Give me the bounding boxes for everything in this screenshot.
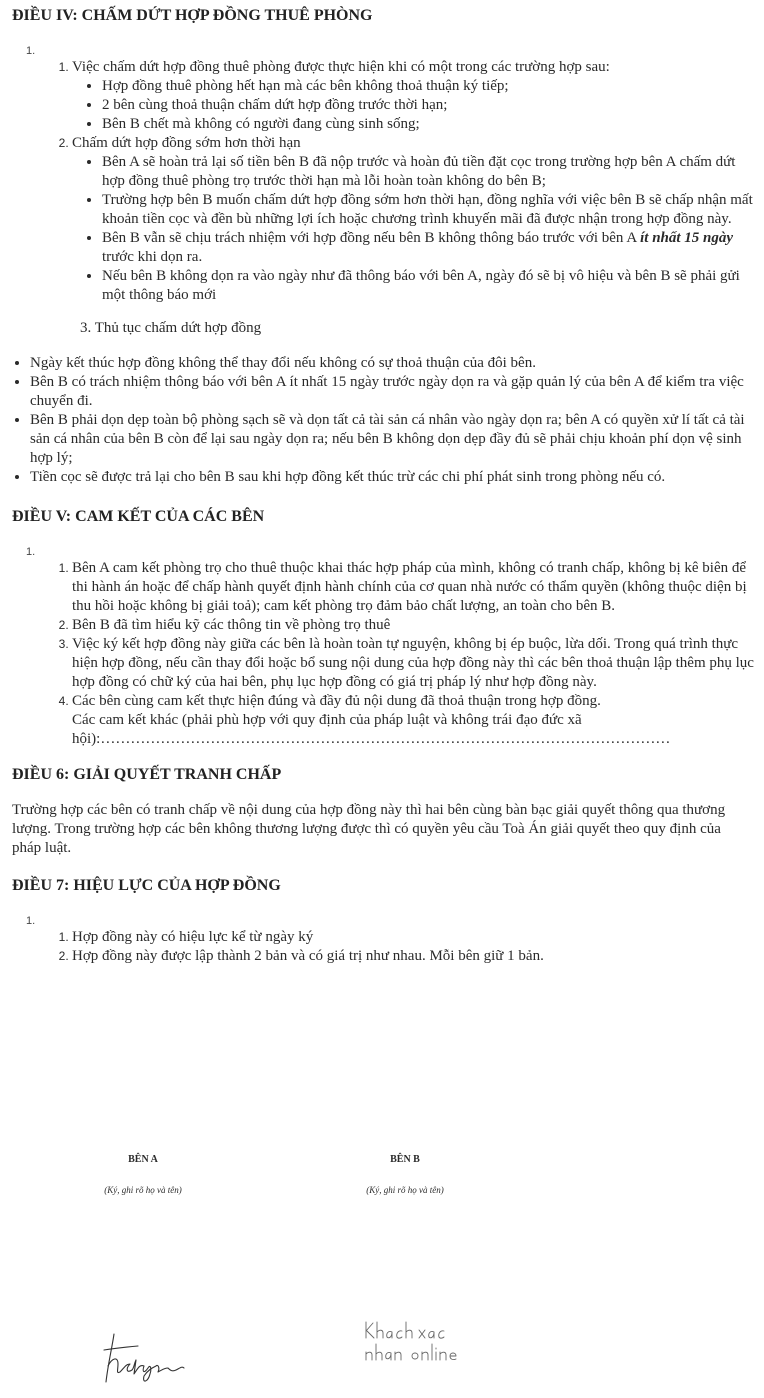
- list-item: 1. Bên A cam kết phòng trọ cho thuê thuộc khai thác hợp pháp của mình, không có tranh chấp, không bị kê biên để thi hành án hoặc để chấp hành quyết định hành chính của cơ quan nhà nước có thẩm quyền (không thuộc diện bị thu hồi hoặc không bị giải toả); cam kết phòng trọ đảm bảo chất lượng, an toàn cho bên B.: [72, 559, 762, 616]
- bullet-text: trước khi dọn ra.: [102, 249, 203, 265]
- article-7-title: ĐIỀU 7: HIỆU LỰC CỦA HỢP ĐỒNG: [12, 877, 281, 894]
- article-5-list: [12, 559, 762, 749]
- list-item: • Bên B phải dọn dẹp toàn bộ phòng sạch sẽ và dọn tất cả tài sản cá nhân vào ngày dọn ra; bên A có quyền xử lí tất cả tài sản cá nhân của bên B còn để lại sau ngày dọn ra; nếu bên B không dọn dẹp đầy đủ sẽ phải chịu khoản phí dọn vệ sinh hợp lý;: [30, 411, 762, 468]
- contract-page: [12, 6, 762, 966]
- list-item: • Hợp đồng thuê phòng hết hạn mà các bên không thoả thuận ký tiếp;: [102, 77, 762, 96]
- article-4-item-2-text: Chấm dứt hợp đồng sớm hơn thời hạn: [72, 135, 301, 151]
- party-b-note: (Ký, ghi rõ họ và tên): [366, 1185, 444, 1195]
- list-item: 5. Các cam kết khác (phải phù hợp với quy định của pháp luật và không trái đạo đức xã hội):……………………………………………………………………………………………………: [72, 711, 762, 749]
- list-item: 4. Các bên cùng cam kết thực hiện đúng và đầy đủ nội dung đã thoả thuận trong hợp đồng.: [72, 692, 762, 711]
- list-item: 3. Việc ký kết hợp đồng này giữa các bên là hoàn toàn tự nguyện, không bị ép buộc, lừa dối. Trong quá trình thực hiện hợp đồng, nếu cần thay đổi hoặc bổ sung nội dung của hợp đồng này thì các bên thoả thuận lập thêm phụ lục hợp đồng có chữ ký của hai bên, phụ lục hợp đồng có giá trị pháp lý như hợp đồng này.: [72, 635, 762, 692]
- list-item: [102, 229, 762, 267]
- article-7-marker: 1.: [26, 915, 36, 927]
- article-6-title: ĐIỀU 6: GIẢI QUYẾT TRANH CHẤP: [12, 766, 282, 783]
- list-item: 2. Bên B đã tìm hiểu kỹ các thông tin về phòng trọ thuê: [72, 616, 762, 635]
- party-a-note: (Ký, ghi rõ họ và tên): [104, 1185, 182, 1195]
- list-item: 1. Hợp đồng này có hiệu lực kể từ ngày ký: [72, 928, 762, 947]
- list-item: • Bên B có trách nhiệm thông báo với bên A ít nhất 15 ngày trước ngày dọn ra và gặp quản lý của bên A để kiểm tra việc chuyển đi.: [30, 373, 762, 411]
- article-5-marker: 1.: [26, 546, 36, 558]
- list-item: • Bên B chết mà không có người đang cùng sinh sống;: [102, 115, 762, 134]
- article-4-procedure-bullets: [12, 354, 762, 487]
- article-4-item-2: [72, 134, 762, 305]
- list-item: 2. Hợp đồng này được lập thành 2 bản và có giá trị như nhau. Mỗi bên giữ 1 bản.: [72, 947, 762, 966]
- article-4-list: [12, 58, 762, 305]
- list-item: • Bên A sẽ hoàn trả lại số tiền bên B đã nộp trước và hoàn đủ tiền đặt cọc trong trường hợp bên A chấm dứt hợp đồng thuê phòng trọ trước thời hạn mà lỗi hoàn toàn không do bên B;: [102, 153, 762, 191]
- article-4-marker: 1.: [26, 45, 36, 57]
- list-item: • Nếu bên B không dọn ra vào ngày như đã thông báo với bên A, ngày đó sẽ bị vô hiệu và bên B sẽ phải gửi một thông báo mới: [102, 267, 762, 305]
- party-b-label: BÊN B: [390, 1154, 420, 1165]
- article-4-item-2-bullets: [72, 153, 762, 305]
- article-4-title: ĐIỀU IV: CHẤM DỨT HỢP ĐỒNG THUÊ PHÒNG: [12, 7, 373, 24]
- article-4-item-1-bullets: [72, 77, 762, 134]
- article-4-item-3: 3. Thủ tục chấm dứt hợp đồng: [80, 320, 262, 336]
- party-b-signature-block: [305, 1150, 505, 1200]
- article-5-title: ĐIỀU V: CAM KẾT CỦA CÁC BÊN: [12, 508, 265, 525]
- party-a-label: BÊN A: [128, 1154, 158, 1165]
- list-item: • 2 bên cùng thoả thuận chấm dứt hợp đồng trước thời hạn;: [102, 96, 762, 115]
- article-6-text: Trường hợp các bên có tranh chấp về nội dung của hợp đồng này thì hai bên cùng bàn bạc giải quyết thông qua thương lượng. Trong trường hợp các bên không thương lượng được thì có quyền yêu cầu Toà Án giải quyết theo quy định của pháp luật.: [12, 802, 726, 856]
- bullet-text: Bên B vẫn sẽ chịu trách nhiệm với hợp đồng nếu bên B không thông báo trước với bên A: [102, 230, 641, 246]
- article-4-item-1: [72, 58, 762, 134]
- article-7-list: [12, 928, 762, 966]
- party-a-handwritten-signature: [96, 1328, 192, 1386]
- list-item: • Trường hợp bên B muốn chấm dứt hợp đồng sớm hơn thời hạn, đồng nghĩa với việc bên B sẽ chấp nhận mất khoản tiền cọc và đền bù những lợi ích hoặc chương trình khuyến mãi đã được nhận trong hợp đồng này.: [102, 191, 762, 229]
- list-item: • Ngày kết thúc hợp đồng không thể thay đổi nếu không có sự thoả thuận của đôi bên.: [30, 354, 762, 373]
- emphasis-15-days: ít nhất 15 ngày: [640, 230, 734, 246]
- party-b-handwritten-note: [362, 1318, 462, 1366]
- party-a-signature-block: [43, 1150, 243, 1200]
- article-4-item-1-text: Việc chấm dứt hợp đồng thuê phòng được thực hiện khi có một trong các trường hợp sau:: [72, 59, 610, 75]
- list-item: • Tiền cọc sẽ được trả lại cho bên B sau khi hợp đồng kết thúc trừ các chi phí phát sinh trong phòng nếu có.: [30, 468, 762, 487]
